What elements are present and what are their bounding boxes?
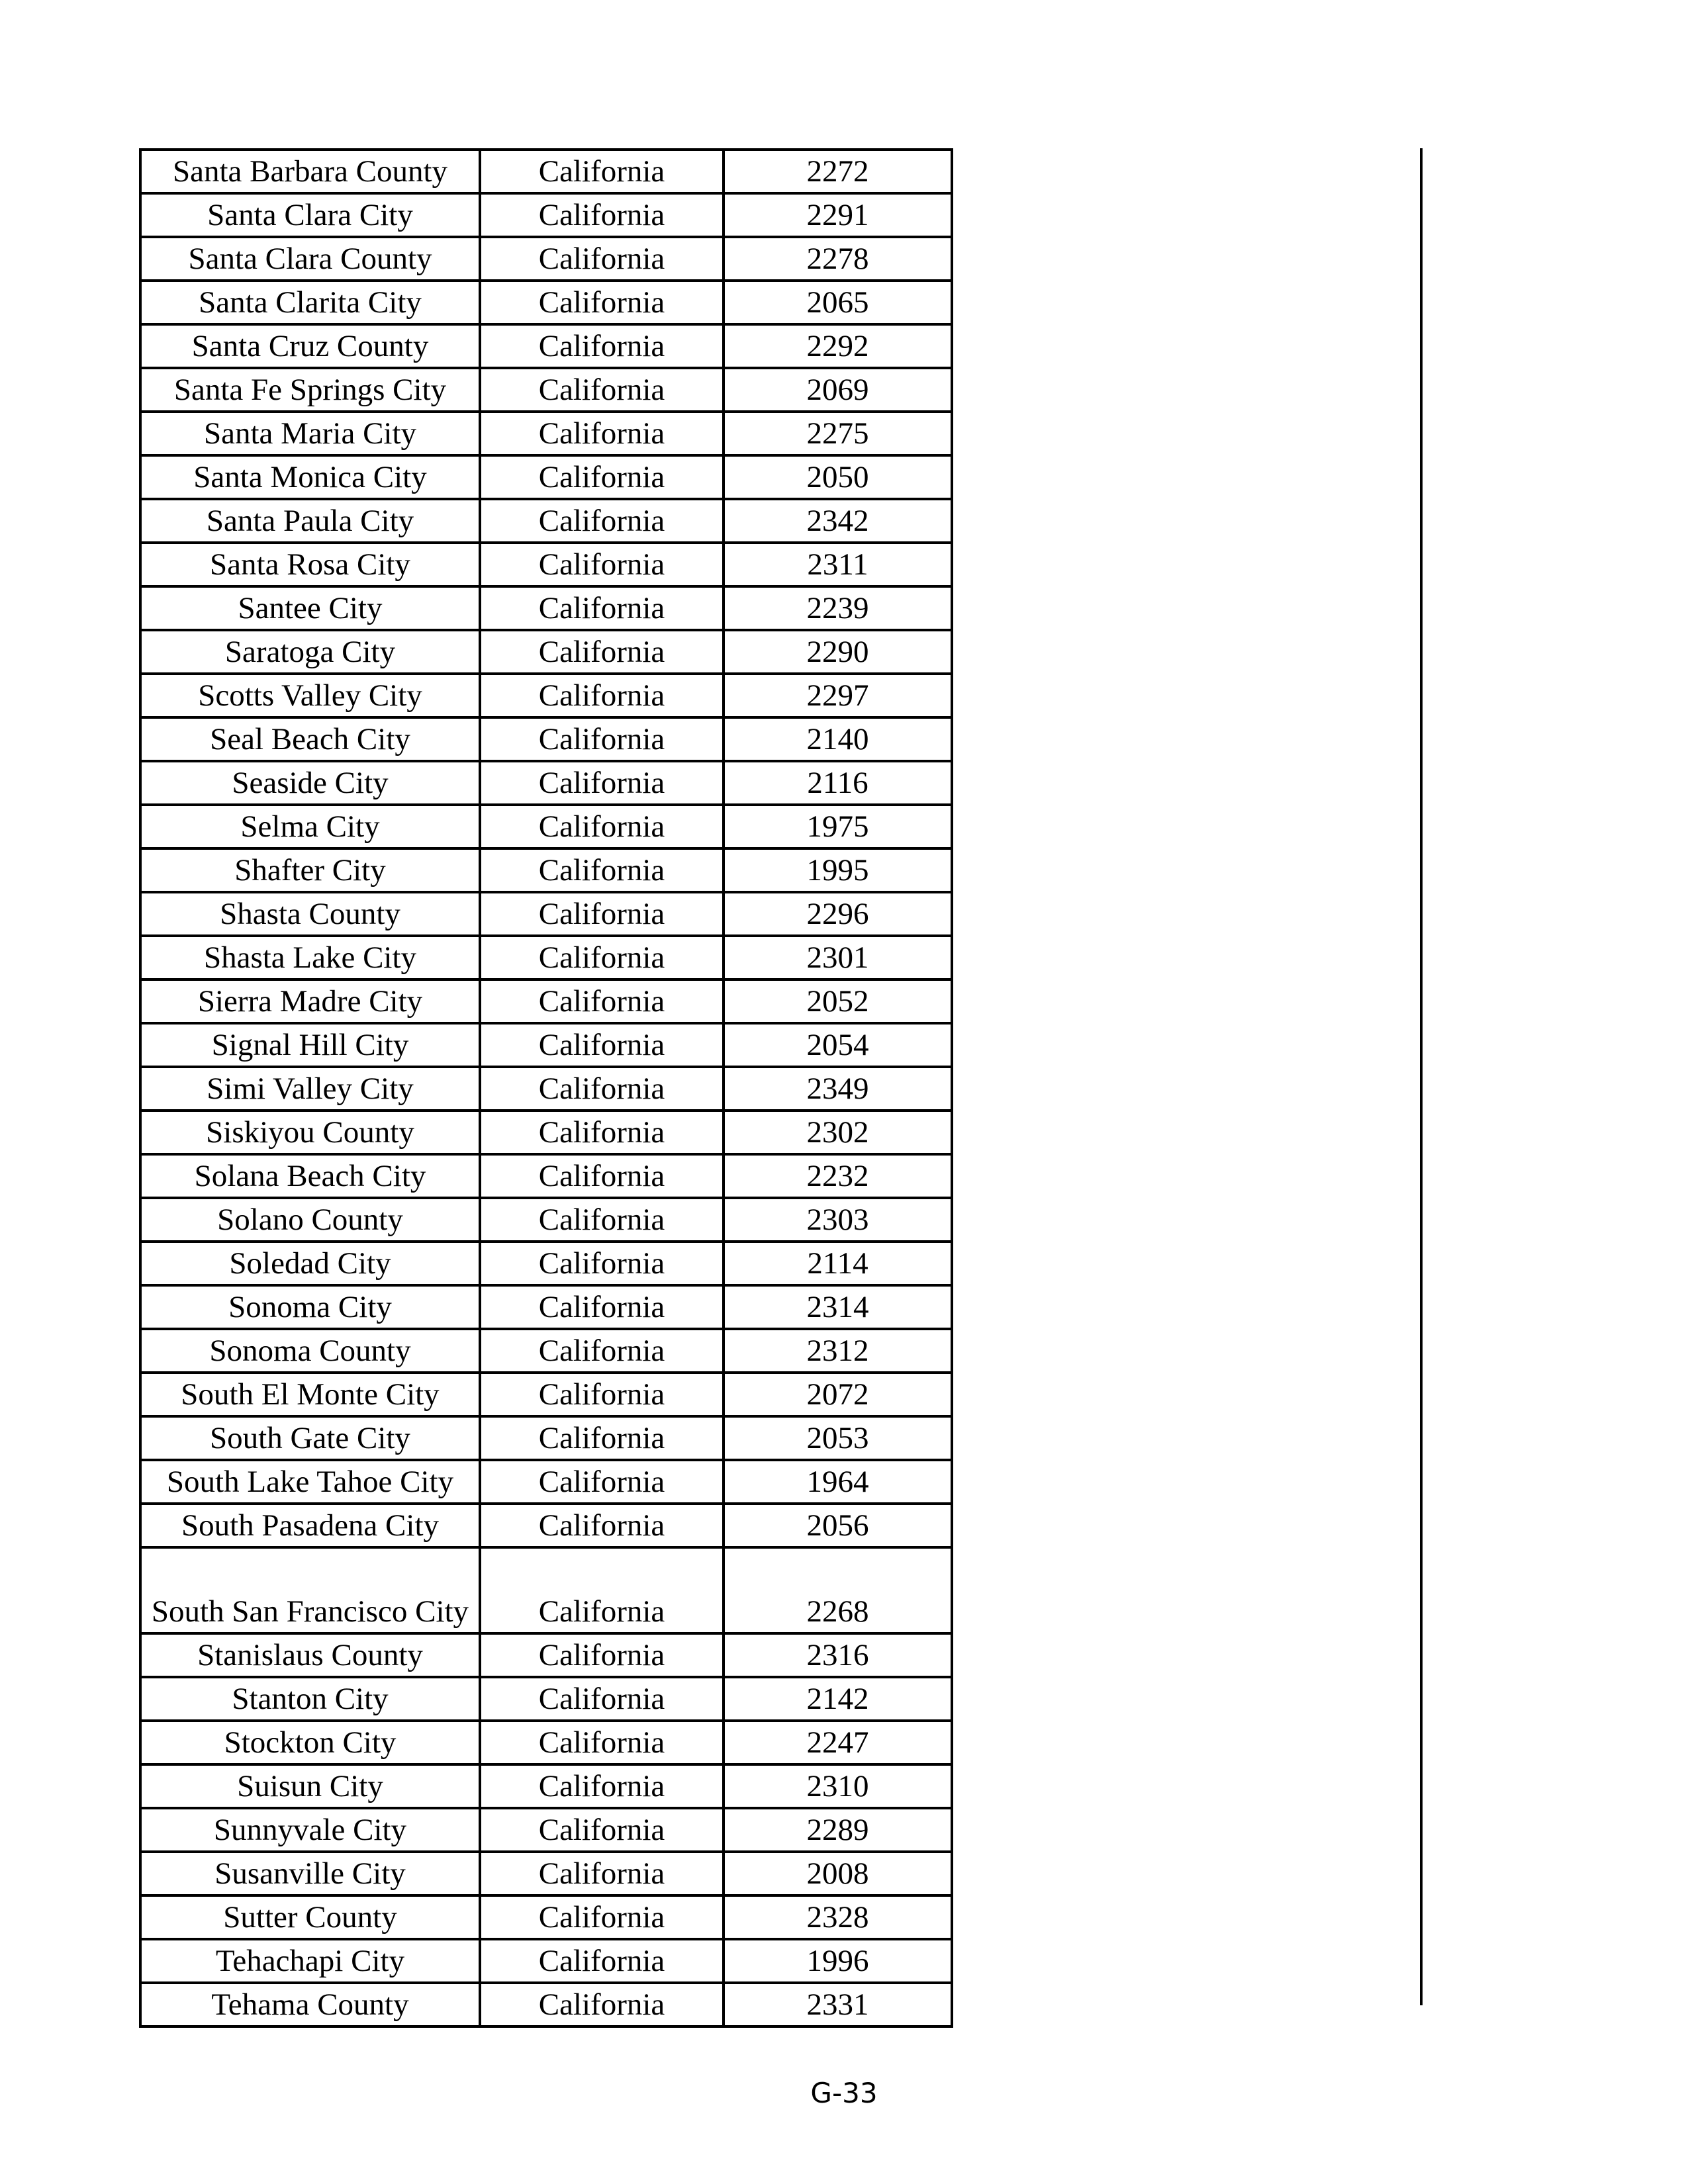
state-cell: California xyxy=(480,1808,724,1852)
jurisdiction-name-cell: Santa Clara County xyxy=(140,237,480,281)
code-cell: 2296 xyxy=(724,892,952,936)
code-cell: 2312 xyxy=(724,1329,952,1373)
jurisdiction-name-cell: Simi Valley City xyxy=(140,1067,480,1111)
table-row xyxy=(140,1023,952,1067)
state-cell: California xyxy=(480,1416,724,1460)
table-row xyxy=(140,1939,952,1983)
table-row xyxy=(140,805,952,848)
jurisdiction-name-cell: Susanville City xyxy=(140,1852,480,1895)
state-cell: California xyxy=(480,1547,724,1633)
table-row xyxy=(140,848,952,892)
code-cell: 2065 xyxy=(724,281,952,324)
jurisdiction-name-cell: Saratoga City xyxy=(140,630,480,674)
table-row xyxy=(140,1460,952,1504)
table-row xyxy=(140,1895,952,1939)
code-cell: 2114 xyxy=(724,1242,952,1285)
code-cell: 2142 xyxy=(724,1677,952,1721)
table-row xyxy=(140,717,952,761)
code-cell: 2331 xyxy=(724,1983,952,2026)
code-cell: 2289 xyxy=(724,1808,952,1852)
jurisdiction-name-cell: Solano County xyxy=(140,1198,480,1242)
jurisdiction-name-cell: Santa Rosa City xyxy=(140,543,480,586)
state-cell: California xyxy=(480,368,724,412)
code-cell: 1964 xyxy=(724,1460,952,1504)
table-row xyxy=(140,1504,952,1547)
table-row xyxy=(140,543,952,586)
state-cell: California xyxy=(480,1242,724,1285)
table-row xyxy=(140,1416,952,1460)
page-number: G-33 xyxy=(810,2077,878,2109)
jurisdiction-name-cell: Stockton City xyxy=(140,1721,480,1764)
table-row xyxy=(140,936,952,979)
code-cell: 1995 xyxy=(724,848,952,892)
table-row xyxy=(140,193,952,237)
state-cell: California xyxy=(480,892,724,936)
state-cell: California xyxy=(480,1154,724,1198)
table-row xyxy=(140,1111,952,1154)
state-cell: California xyxy=(480,586,724,630)
code-cell: 2069 xyxy=(724,368,952,412)
code-cell: 2275 xyxy=(724,412,952,455)
table-row xyxy=(140,979,952,1023)
table-row xyxy=(140,586,952,630)
table-row xyxy=(140,324,952,368)
state-cell: California xyxy=(480,1111,724,1154)
jurisdiction-name-cell: Santa Maria City xyxy=(140,412,480,455)
state-cell: California xyxy=(480,1677,724,1721)
code-cell: 2008 xyxy=(724,1852,952,1895)
state-cell: California xyxy=(480,1721,724,1764)
state-cell: California xyxy=(480,412,724,455)
code-cell: 1975 xyxy=(724,805,952,848)
table-row xyxy=(140,1764,952,1808)
state-cell: California xyxy=(480,324,724,368)
state-cell: California xyxy=(480,1895,724,1939)
code-cell: 2116 xyxy=(724,761,952,805)
jurisdiction-name-cell: Signal Hill City xyxy=(140,1023,480,1067)
state-cell: California xyxy=(480,1852,724,1895)
state-cell: California xyxy=(480,1764,724,1808)
table-row xyxy=(140,1242,952,1285)
state-cell: California xyxy=(480,761,724,805)
table-row xyxy=(140,1677,952,1721)
code-cell: 2311 xyxy=(724,543,952,586)
jurisdiction-name-cell: Sonoma County xyxy=(140,1329,480,1373)
table-row xyxy=(140,237,952,281)
jurisdiction-name-cell: Shafter City xyxy=(140,848,480,892)
table-row xyxy=(140,281,952,324)
table-row xyxy=(140,1198,952,1242)
state-cell: California xyxy=(480,1067,724,1111)
vertical-rule xyxy=(1420,148,1423,2005)
state-cell: California xyxy=(480,805,724,848)
state-cell: California xyxy=(480,936,724,979)
jurisdiction-name-cell: Santa Monica City xyxy=(140,455,480,499)
code-cell: 2314 xyxy=(724,1285,952,1329)
jurisdiction-name-cell: South Lake Tahoe City xyxy=(140,1460,480,1504)
jurisdiction-name-cell: Sutter County xyxy=(140,1895,480,1939)
code-cell: 2056 xyxy=(724,1504,952,1547)
state-cell: California xyxy=(480,1504,724,1547)
table-row xyxy=(140,630,952,674)
table-row xyxy=(140,674,952,717)
code-cell: 2272 xyxy=(724,150,952,193)
state-cell: California xyxy=(480,455,724,499)
code-cell: 2140 xyxy=(724,717,952,761)
table-row xyxy=(140,1154,952,1198)
code-cell: 2072 xyxy=(724,1373,952,1416)
jurisdiction-name-cell: Suisun City xyxy=(140,1764,480,1808)
code-cell: 1996 xyxy=(724,1939,952,1983)
code-cell: 2247 xyxy=(724,1721,952,1764)
state-cell: California xyxy=(480,1939,724,1983)
jurisdiction-name-cell: Tehachapi City xyxy=(140,1939,480,1983)
table-row xyxy=(140,1285,952,1329)
state-cell: California xyxy=(480,1373,724,1416)
jurisdiction-name-cell: South San Francisco City xyxy=(140,1547,480,1633)
jurisdiction-name-cell: Stanton City xyxy=(140,1677,480,1721)
table-row xyxy=(140,368,952,412)
code-cell: 2290 xyxy=(724,630,952,674)
jurisdiction-name-cell: Santa Paula City xyxy=(140,499,480,543)
code-cell: 2053 xyxy=(724,1416,952,1460)
jurisdiction-name-cell: Santa Barbara County xyxy=(140,150,480,193)
table-row xyxy=(140,1983,952,2026)
table-row xyxy=(140,412,952,455)
code-cell: 2054 xyxy=(724,1023,952,1067)
jurisdiction-name-cell: Santee City xyxy=(140,586,480,630)
table-row xyxy=(140,1067,952,1111)
jurisdiction-name-cell: Tehama County xyxy=(140,1983,480,2026)
table-row xyxy=(140,1329,952,1373)
code-cell: 2050 xyxy=(724,455,952,499)
state-cell: California xyxy=(480,150,724,193)
jurisdiction-name-cell: Solana Beach City xyxy=(140,1154,480,1198)
state-cell: California xyxy=(480,1329,724,1373)
jurisdiction-name-cell: Sonoma City xyxy=(140,1285,480,1329)
state-cell: California xyxy=(480,717,724,761)
code-cell: 2292 xyxy=(724,324,952,368)
state-cell: California xyxy=(480,1023,724,1067)
code-cell: 2349 xyxy=(724,1067,952,1111)
table-row xyxy=(140,1808,952,1852)
table-row xyxy=(140,1373,952,1416)
code-cell: 2303 xyxy=(724,1198,952,1242)
table-body xyxy=(140,150,952,2026)
jurisdiction-table xyxy=(139,148,953,2028)
code-cell: 2302 xyxy=(724,1111,952,1154)
table-row xyxy=(140,1547,952,1633)
table-row xyxy=(140,150,952,193)
jurisdiction-name-cell: Santa Fe Springs City xyxy=(140,368,480,412)
table-row xyxy=(140,1721,952,1764)
code-cell: 2342 xyxy=(724,499,952,543)
table-row xyxy=(140,1633,952,1677)
jurisdiction-name-cell: Seaside City xyxy=(140,761,480,805)
code-cell: 2291 xyxy=(724,193,952,237)
code-cell: 2297 xyxy=(724,674,952,717)
jurisdiction-name-cell: Santa Clara City xyxy=(140,193,480,237)
jurisdiction-name-cell: Stanislaus County xyxy=(140,1633,480,1677)
table-row xyxy=(140,892,952,936)
jurisdiction-name-cell: Seal Beach City xyxy=(140,717,480,761)
table-row xyxy=(140,455,952,499)
state-cell: California xyxy=(480,1198,724,1242)
jurisdiction-name-cell: Sierra Madre City xyxy=(140,979,480,1023)
state-cell: California xyxy=(480,193,724,237)
state-cell: California xyxy=(480,1460,724,1504)
table-row xyxy=(140,1852,952,1895)
state-cell: California xyxy=(480,237,724,281)
jurisdiction-name-cell: Santa Cruz County xyxy=(140,324,480,368)
state-cell: California xyxy=(480,630,724,674)
jurisdiction-name-cell: Scotts Valley City xyxy=(140,674,480,717)
jurisdiction-name-cell: Shasta County xyxy=(140,892,480,936)
state-cell: California xyxy=(480,1633,724,1677)
table-row xyxy=(140,499,952,543)
jurisdiction-name-cell: Siskiyou County xyxy=(140,1111,480,1154)
jurisdiction-name-cell: South Gate City xyxy=(140,1416,480,1460)
jurisdiction-name-cell: South Pasadena City xyxy=(140,1504,480,1547)
jurisdiction-name-cell: Santa Clarita City xyxy=(140,281,480,324)
code-cell: 2232 xyxy=(724,1154,952,1198)
jurisdiction-name-cell: South El Monte City xyxy=(140,1373,480,1416)
state-cell: California xyxy=(480,499,724,543)
code-cell: 2278 xyxy=(724,237,952,281)
code-cell: 2316 xyxy=(724,1633,952,1677)
code-cell: 2239 xyxy=(724,586,952,630)
code-cell: 2328 xyxy=(724,1895,952,1939)
code-cell: 2301 xyxy=(724,936,952,979)
state-cell: California xyxy=(480,979,724,1023)
jurisdiction-name-cell: Soledad City xyxy=(140,1242,480,1285)
state-cell: California xyxy=(480,674,724,717)
code-cell: 2310 xyxy=(724,1764,952,1808)
state-cell: California xyxy=(480,543,724,586)
code-cell: 2268 xyxy=(724,1547,952,1633)
state-cell: California xyxy=(480,281,724,324)
code-cell: 2052 xyxy=(724,979,952,1023)
state-cell: California xyxy=(480,1285,724,1329)
state-cell: California xyxy=(480,1983,724,2026)
jurisdiction-name-cell: Sunnyvale City xyxy=(140,1808,480,1852)
jurisdiction-name-cell: Shasta Lake City xyxy=(140,936,480,979)
jurisdiction-name-cell: Selma City xyxy=(140,805,480,848)
state-cell: California xyxy=(480,848,724,892)
table-row xyxy=(140,761,952,805)
